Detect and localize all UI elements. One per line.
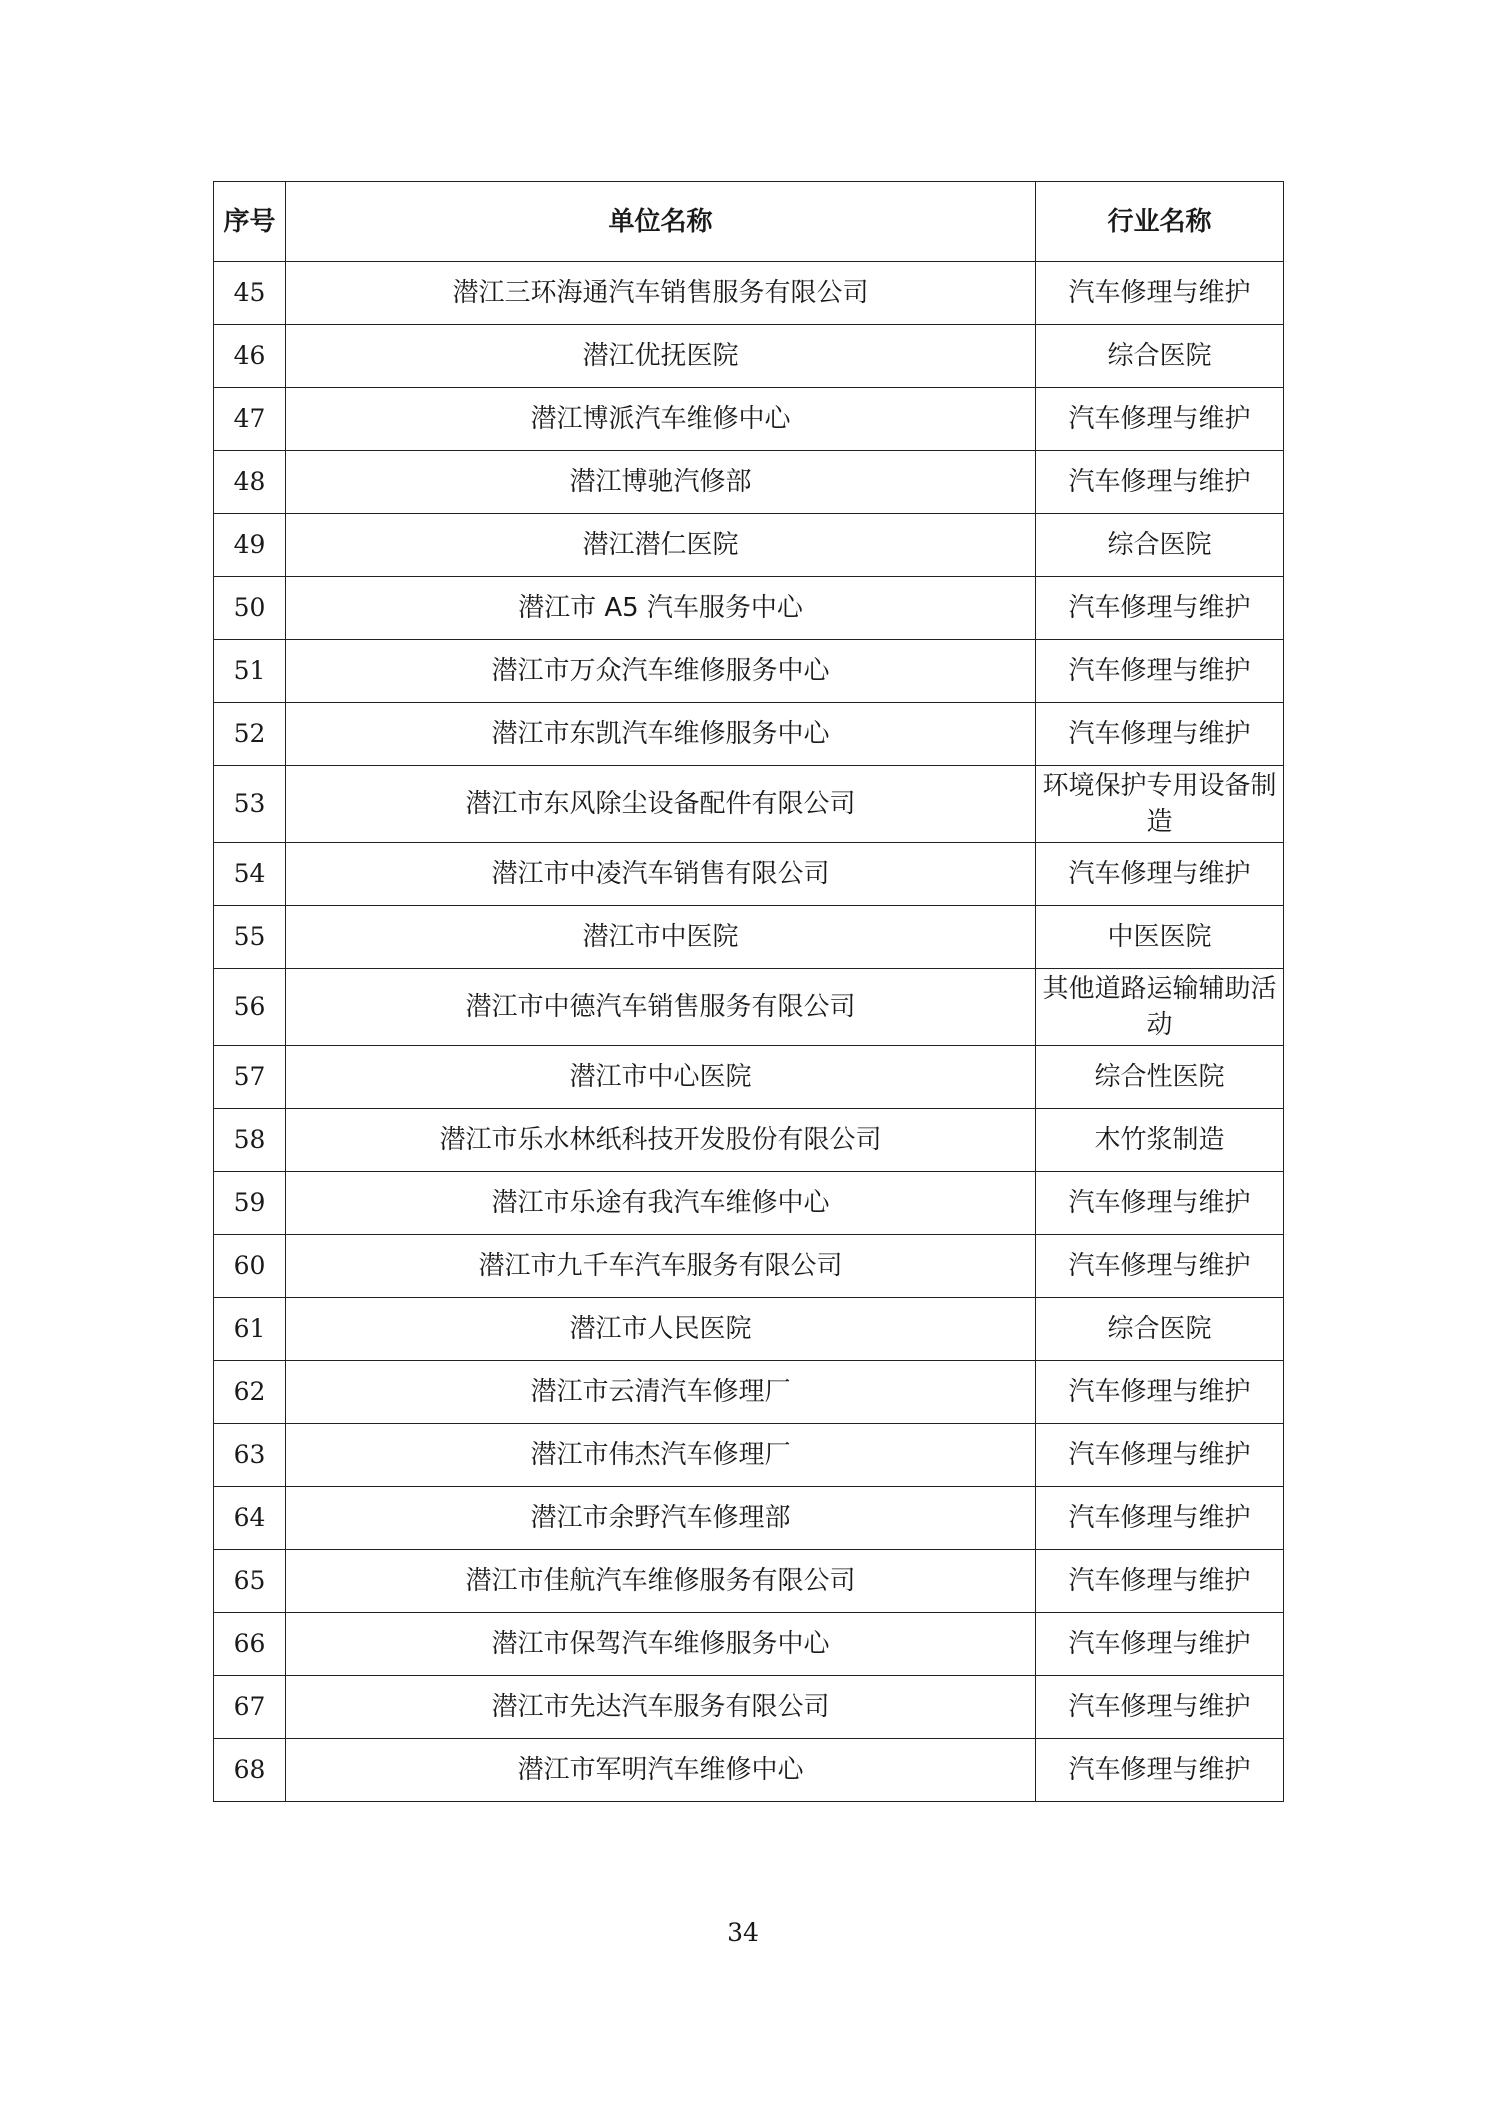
cell-industry-name: 汽车修理与维护	[1036, 640, 1284, 703]
cell-industry-name: 汽车修理与维护	[1036, 262, 1284, 325]
header-unit-name: 单位名称	[286, 182, 1036, 262]
cell-serial-number: 51	[214, 640, 286, 703]
table-row	[214, 1235, 1284, 1298]
cell-unit-name: 潜江市保驾汽车维修服务中心	[286, 1613, 1036, 1676]
cell-serial-number: 54	[214, 843, 286, 906]
cell-industry-name: 汽车修理与维护	[1036, 1550, 1284, 1613]
table-row	[214, 703, 1284, 766]
cell-industry-name: 木竹浆制造	[1036, 1109, 1284, 1172]
cell-serial-number: 68	[214, 1739, 286, 1802]
table-row	[214, 843, 1284, 906]
cell-serial-number: 53	[214, 766, 286, 843]
cell-serial-number: 45	[214, 262, 286, 325]
table-row	[214, 640, 1284, 703]
cell-serial-number: 58	[214, 1109, 286, 1172]
cell-industry-name: 汽车修理与维护	[1036, 703, 1284, 766]
cell-industry-name: 综合医院	[1036, 1298, 1284, 1361]
cell-unit-name: 潜江市乐途有我汽车维修中心	[286, 1172, 1036, 1235]
cell-industry-name: 汽车修理与维护	[1036, 1424, 1284, 1487]
table-header-row	[214, 182, 1284, 262]
cell-unit-name: 潜江三环海通汽车销售服务有限公司	[286, 262, 1036, 325]
cell-unit-name: 潜江市人民医院	[286, 1298, 1036, 1361]
table-row	[214, 766, 1284, 843]
table-row	[214, 1739, 1284, 1802]
cell-serial-number: 57	[214, 1046, 286, 1109]
cell-industry-name: 汽车修理与维护	[1036, 388, 1284, 451]
page-number: 34	[727, 1918, 759, 1947]
cell-serial-number: 46	[214, 325, 286, 388]
cell-serial-number: 48	[214, 451, 286, 514]
cell-industry-name: 汽车修理与维护	[1036, 1487, 1284, 1550]
table-row	[214, 1550, 1284, 1613]
table-row	[214, 388, 1284, 451]
table-row	[214, 1298, 1284, 1361]
cell-serial-number: 65	[214, 1550, 286, 1613]
unit-list-table	[213, 181, 1284, 1802]
cell-serial-number: 52	[214, 703, 286, 766]
cell-industry-name: 汽车修理与维护	[1036, 1739, 1284, 1802]
cell-unit-name: 潜江市东凯汽车维修服务中心	[286, 703, 1036, 766]
cell-unit-name: 潜江博驰汽修部	[286, 451, 1036, 514]
table-row	[214, 1361, 1284, 1424]
cell-unit-name: 潜江潜仁医院	[286, 514, 1036, 577]
cell-industry-name: 汽车修理与维护	[1036, 1235, 1284, 1298]
cell-serial-number: 60	[214, 1235, 286, 1298]
cell-unit-name: 潜江市军明汽车维修中心	[286, 1739, 1036, 1802]
header-serial-number: 序号	[214, 182, 286, 262]
cell-unit-name: 潜江市中凌汽车销售有限公司	[286, 843, 1036, 906]
cell-unit-name: 潜江市先达汽车服务有限公司	[286, 1676, 1036, 1739]
cell-unit-name: 潜江市云清汽车修理厂	[286, 1361, 1036, 1424]
cell-serial-number: 64	[214, 1487, 286, 1550]
cell-serial-number: 47	[214, 388, 286, 451]
cell-serial-number: 56	[214, 969, 286, 1046]
table-row	[214, 1676, 1284, 1739]
table-row	[214, 577, 1284, 640]
cell-unit-name: 潜江市 A5 汽车服务中心	[286, 577, 1036, 640]
cell-serial-number: 66	[214, 1613, 286, 1676]
cell-unit-name: 潜江市伟杰汽车修理厂	[286, 1424, 1036, 1487]
cell-industry-name: 汽车修理与维护	[1036, 1613, 1284, 1676]
cell-unit-name: 潜江市中德汽车销售服务有限公司	[286, 969, 1036, 1046]
cell-unit-name: 潜江市乐水林纸科技开发股份有限公司	[286, 1109, 1036, 1172]
cell-industry-name: 汽车修理与维护	[1036, 1676, 1284, 1739]
cell-serial-number: 63	[214, 1424, 286, 1487]
cell-unit-name: 潜江市中心医院	[286, 1046, 1036, 1109]
table-row	[214, 1487, 1284, 1550]
cell-unit-name: 潜江市佳航汽车维修服务有限公司	[286, 1550, 1036, 1613]
header-industry-name: 行业名称	[1036, 182, 1284, 262]
table-row	[214, 1109, 1284, 1172]
table-row	[214, 969, 1284, 1046]
cell-unit-name: 潜江市余野汽车修理部	[286, 1487, 1036, 1550]
cell-industry-name: 其他道路运输辅助活动	[1036, 969, 1284, 1046]
cell-industry-name: 汽车修理与维护	[1036, 1361, 1284, 1424]
table-row	[214, 1613, 1284, 1676]
cell-serial-number: 50	[214, 577, 286, 640]
cell-serial-number: 67	[214, 1676, 286, 1739]
table-row	[214, 514, 1284, 577]
cell-unit-name: 潜江市东风除尘设备配件有限公司	[286, 766, 1036, 843]
cell-industry-name: 综合医院	[1036, 325, 1284, 388]
cell-unit-name: 潜江市中医院	[286, 906, 1036, 969]
cell-industry-name: 综合医院	[1036, 514, 1284, 577]
table-row	[214, 1424, 1284, 1487]
cell-industry-name: 汽车修理与维护	[1036, 451, 1284, 514]
cell-serial-number: 61	[214, 1298, 286, 1361]
table-row	[214, 325, 1284, 388]
cell-serial-number: 62	[214, 1361, 286, 1424]
table-row	[214, 1172, 1284, 1235]
table-row	[214, 451, 1284, 514]
table-row	[214, 906, 1284, 969]
cell-industry-name: 汽车修理与维护	[1036, 577, 1284, 640]
cell-serial-number: 59	[214, 1172, 286, 1235]
cell-industry-name: 汽车修理与维护	[1036, 1172, 1284, 1235]
cell-serial-number: 55	[214, 906, 286, 969]
cell-industry-name: 汽车修理与维护	[1036, 843, 1284, 906]
cell-unit-name: 潜江优抚医院	[286, 325, 1036, 388]
cell-industry-name: 环境保护专用设备制造	[1036, 766, 1284, 843]
cell-unit-name: 潜江博派汽车维修中心	[286, 388, 1036, 451]
cell-industry-name: 综合性医院	[1036, 1046, 1284, 1109]
cell-serial-number: 49	[214, 514, 286, 577]
cell-unit-name: 潜江市九千车汽车服务有限公司	[286, 1235, 1036, 1298]
table-row	[214, 262, 1284, 325]
table-row	[214, 1046, 1284, 1109]
cell-industry-name: 中医医院	[1036, 906, 1284, 969]
cell-unit-name: 潜江市万众汽车维修服务中心	[286, 640, 1036, 703]
